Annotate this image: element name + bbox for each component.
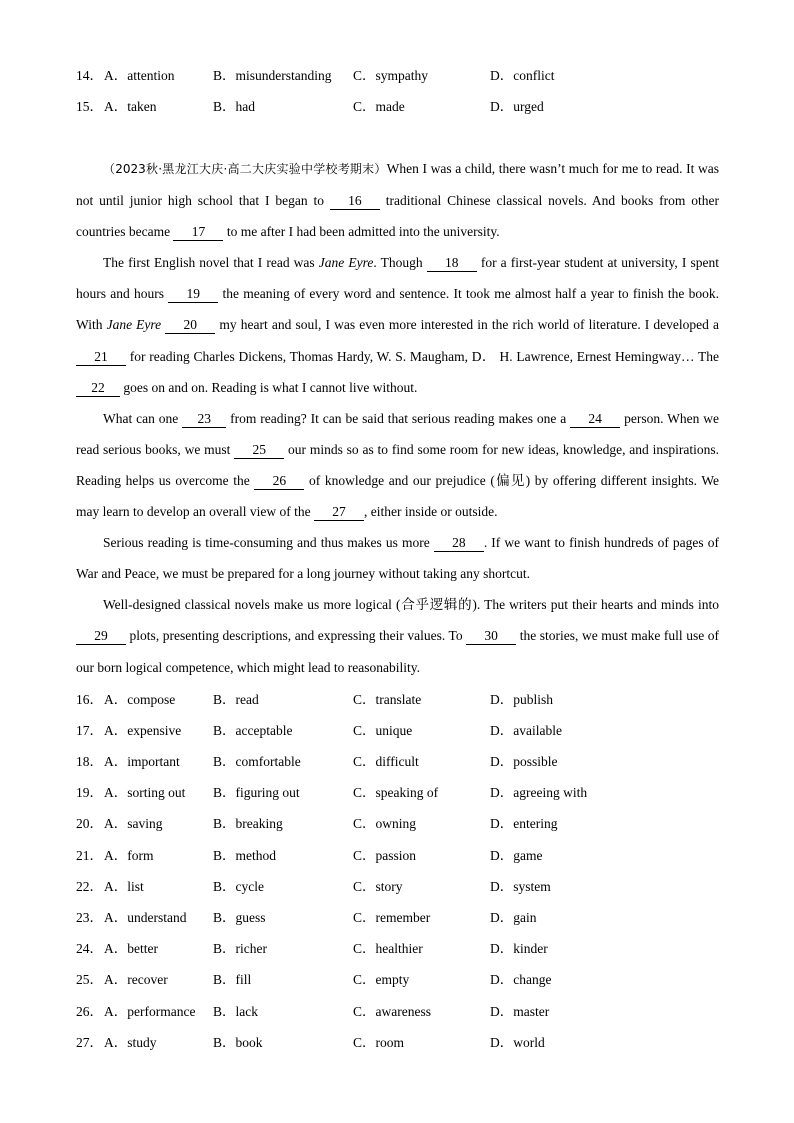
option-d: D．kinder	[490, 941, 548, 956]
question-row	[76, 65, 719, 87]
option-d: D．master	[490, 1004, 550, 1019]
blank-16: 16	[330, 193, 380, 210]
question-row	[76, 1032, 719, 1054]
blank-18: 18	[427, 255, 477, 272]
passage-text: the stories, we must make full use of our born logical competence, which might lead to reasonability.	[76, 628, 719, 675]
cloze-passage	[76, 153, 719, 683]
passage-text: . Though	[373, 255, 427, 271]
book-title: Jane Eyre	[106, 317, 162, 333]
passage-paragraph-4	[76, 527, 719, 589]
question-row	[76, 1001, 719, 1023]
blank-28: 28	[434, 535, 484, 552]
option-a: A．study	[104, 1035, 157, 1050]
blank-26: 26	[254, 473, 304, 490]
question-number: 22．	[76, 879, 103, 894]
passage-text: our minds so as to find some room for new ideas, knowledge, and inspirations. Reading helps us overcome the	[76, 441, 719, 488]
option-b: B．had	[213, 99, 255, 114]
option-a: A．recover	[104, 972, 168, 987]
question-row	[76, 907, 719, 929]
option-b: B．figuring out	[213, 785, 300, 800]
option-c: C．made	[353, 99, 405, 114]
question-row	[76, 751, 719, 773]
option-c: C．remember	[353, 910, 431, 925]
question-number: 23．	[76, 910, 103, 925]
option-c: C．passion	[353, 848, 417, 863]
option-b: B．lack	[213, 1004, 258, 1019]
passage-text: of knowledge and our prejudice (偏见) by offering different insights. We may learn to develop an overall view of the	[76, 472, 719, 520]
question-row	[76, 876, 719, 898]
blank-30: 30	[466, 628, 516, 645]
option-c: C．room	[353, 1035, 405, 1050]
option-a: A．compose	[104, 692, 176, 707]
passage-text: The first English novel that I read was	[103, 255, 319, 271]
option-b: B．misunderstanding	[213, 68, 332, 83]
question-number: 17．	[76, 723, 103, 738]
passage-text: Serious reading is time-consuming and thus makes us more	[103, 535, 434, 551]
option-a: A．better	[104, 941, 158, 956]
passage-source: （2023秋·黑龙江大庆·高二大庆实验中学校考期末）	[103, 162, 387, 176]
question-number: 24．	[76, 941, 103, 956]
question-number: 18．	[76, 754, 103, 769]
option-c: C．speaking of	[353, 785, 439, 800]
option-d: D．world	[490, 1035, 545, 1050]
option-a: A．understand	[104, 910, 187, 925]
blank-21: 21	[76, 349, 126, 366]
option-d: D．publish	[490, 692, 554, 707]
passage-text: When I was a child, there wasn’t much for me to read. It was not until junior high school that I began to	[76, 161, 719, 209]
option-c: C．translate	[353, 692, 422, 707]
passage-text: the meaning of every word and sentence. It took me almost half a year to finish the book. With	[76, 286, 719, 333]
option-d: D．system	[490, 879, 551, 894]
blank-23: 23	[182, 411, 226, 428]
question-row	[76, 845, 719, 867]
option-b: B．acceptable	[213, 723, 293, 738]
option-d: D．possible	[490, 754, 558, 769]
passage-text: Well-designed classical novels make us more logical (合乎逻辑的). The writers put their hearts and minds into	[103, 597, 719, 613]
option-b: B．breaking	[213, 816, 283, 831]
passage-text: What can one	[103, 410, 183, 426]
question-row	[76, 689, 719, 711]
passage-paragraph-3	[76, 403, 719, 527]
option-d: D．urged	[490, 99, 544, 114]
option-a: A．important	[104, 754, 180, 769]
blank-25: 25	[234, 442, 284, 459]
question-number: 19．	[76, 785, 103, 800]
blank-24: 24	[570, 411, 620, 428]
option-b: B．method	[213, 848, 276, 863]
question-row	[76, 969, 719, 991]
option-b: B．richer	[213, 941, 267, 956]
passage-text: traditional Chinese classical novels. And books from other countries became	[76, 193, 719, 240]
option-a: A．performance	[104, 1004, 196, 1019]
passage-text: , either inside or outside.	[364, 504, 498, 520]
option-c: C．healthier	[353, 941, 423, 956]
question-row	[76, 782, 719, 804]
question-number: 21．	[76, 848, 103, 863]
passage-paragraph-5	[76, 589, 719, 682]
option-c: C．empty	[353, 972, 410, 987]
option-b: B．read	[213, 692, 259, 707]
option-c: C．awareness	[353, 1004, 431, 1019]
blank-29: 29	[76, 628, 126, 645]
question-number: 27．	[76, 1035, 103, 1050]
option-a: A．attention	[104, 68, 175, 83]
question-row	[76, 96, 719, 118]
passage-text: goes on and on. Reading is what I cannot live without.	[120, 379, 418, 395]
option-b: B．comfortable	[213, 754, 301, 769]
blank-22: 22	[76, 380, 120, 397]
passage-paragraph-1	[76, 153, 719, 247]
option-c: C．story	[353, 879, 403, 894]
option-b: B．cycle	[213, 879, 264, 894]
option-b: B．fill	[213, 972, 252, 987]
question-number: 20．	[76, 816, 103, 831]
passage-text: to me after I had been admitted into the university.	[223, 224, 500, 240]
blank-20: 20	[165, 317, 215, 334]
option-b: B．guess	[213, 910, 266, 925]
option-a: A．saving	[104, 816, 163, 831]
blank-17: 17	[173, 224, 223, 241]
question-number: 26．	[76, 1004, 103, 1019]
option-c: C．owning	[353, 816, 417, 831]
question-number: 14．	[76, 68, 103, 83]
option-a: A．taken	[104, 99, 157, 114]
question-number: 25．	[76, 972, 103, 987]
question-row	[76, 720, 719, 742]
option-d: D．agreeing with	[490, 785, 588, 800]
option-a: A．list	[104, 879, 144, 894]
option-d: D．change	[490, 972, 552, 987]
passage-text: for a first-year student at university, I spent hours and hours	[76, 255, 719, 302]
option-a: A．sorting out	[104, 785, 186, 800]
option-d: D．conflict	[490, 68, 555, 83]
blank-27: 27	[314, 504, 364, 521]
option-a: A．form	[104, 848, 154, 863]
book-title: Jane Eyre	[318, 255, 374, 271]
passage-text: from reading? It can be said that serious reading makes one a	[226, 410, 571, 426]
blank-19: 19	[168, 286, 218, 303]
passage-text: my heart and soul, I was even more interested in the rich world of literature. I developed a	[215, 317, 720, 333]
option-c: C．unique	[353, 723, 413, 738]
question-row	[76, 938, 719, 960]
question-row	[76, 813, 719, 835]
option-a: A．expensive	[104, 723, 182, 738]
question-number: 15．	[76, 99, 103, 114]
passage-text: . If we want to finish hundreds of pages of War and Peace, we must be prepared for a long journey without taking any shortcut.	[76, 535, 719, 582]
passage-text: person. When we read serious books, we must	[76, 410, 720, 457]
option-d: D．game	[490, 848, 543, 863]
passage-text: for reading Charles Dickens, Thomas Hardy, W. S. Maugham, D． H. Lawrence, Ernest Hemingway… The	[126, 348, 719, 364]
option-b: B．book	[213, 1035, 263, 1050]
option-d: D．entering	[490, 816, 558, 831]
option-c: C．sympathy	[353, 68, 429, 83]
passage-text: plots, presenting descriptions, and expressing their values. To	[126, 628, 467, 644]
question-number: 16．	[76, 692, 103, 707]
option-c: C．difficult	[353, 754, 419, 769]
option-d: D．gain	[490, 910, 537, 925]
option-d: D．available	[490, 723, 562, 738]
passage-paragraph-2	[76, 247, 719, 402]
